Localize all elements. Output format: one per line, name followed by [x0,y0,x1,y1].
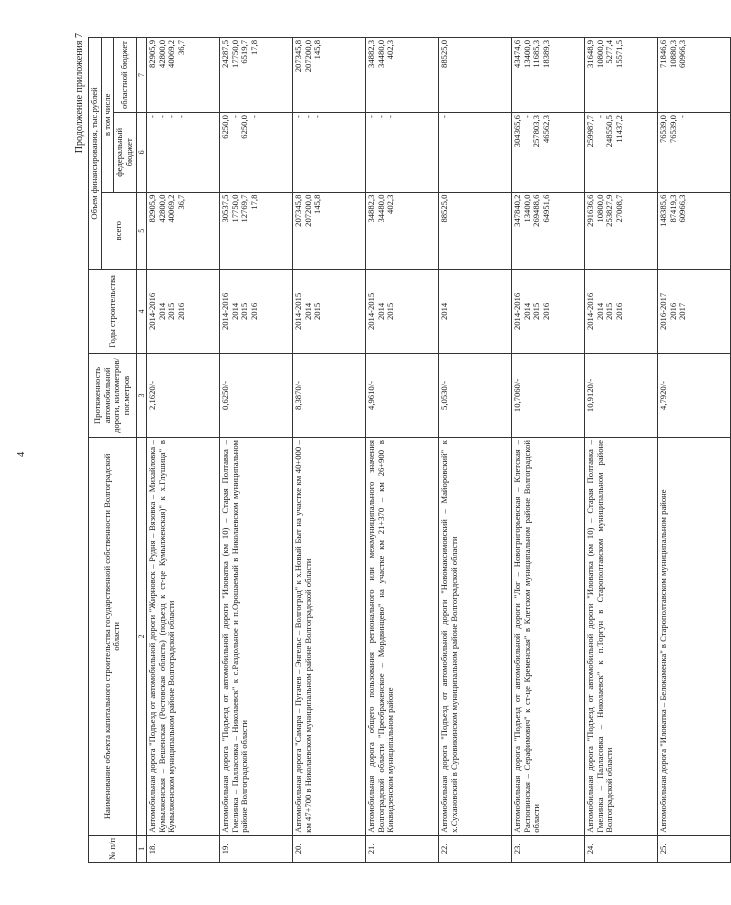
table-row [511,38,584,863]
construction-year: 2014-2015 [292,292,303,331]
table-row [146,38,219,863]
regional-amount-cell [365,38,438,113]
regional-amount: 10800,0 [594,40,605,68]
column-index: 6 [136,113,146,193]
total-amount: 34480,0 [375,194,386,223]
regional-amount: 6519,7 [239,40,250,64]
construction-year: 2016 [667,302,678,321]
federal-amount: - [438,115,449,118]
construction-year: 2016 [540,302,551,321]
total-amount: 30537,5 [219,194,230,223]
object-name: Автомобильная дорога "Подъезд от автомобильной дороги "Новомаксимовский – Майоровский" к х.Сухановский в Суровикинском муниципальном районе Волгоградской области [438,438,511,836]
header-regional: областной бюджет [114,38,136,113]
road-length: 8,3870/- [292,353,365,437]
total-amount: 17,8 [248,194,259,210]
total-amount: 88525,0 [438,194,449,223]
construction-year: 2014-2016 [584,292,595,331]
regional-amount: 43474,6 [511,40,522,68]
construction-year: 2016 [613,302,624,321]
row-number: 25. [657,835,730,862]
construction-year: 2014-2016 [146,292,157,331]
federal-amount: 6250,0 [219,115,230,139]
total-amount-cell [511,192,584,269]
regional-amount: 42800,0 [156,40,167,68]
construction-year: 2014 [375,302,386,321]
row-number: 24. [584,835,657,862]
total-amount: 60966,3 [677,194,688,223]
federal-amount-cell [657,113,730,193]
total-amount: 42800,0 [156,194,167,223]
regional-amount-cell [219,38,292,113]
header-federal: федеральный бюджет [114,113,136,193]
total-amount-cell [438,192,511,269]
total-amount: 64951,6 [540,194,551,223]
table-row [657,38,730,863]
road-length: 5,0530/- [438,353,511,437]
construction-year-cell [438,269,511,353]
construction-year: 2015 [385,302,396,321]
continuation-caption: Продолжение приложения 7 [74,33,85,154]
regional-amount: 145,8 [312,40,323,60]
construction-year-cell [365,269,438,353]
federal-amount-cell [146,113,219,193]
construction-year: 2017 [677,302,688,321]
total-amount-cell [292,192,365,269]
header-financing: Объем финансирования, тыс.рублей [89,38,102,270]
regional-amount: 207345,8 [292,40,303,73]
federal-amount: 257803,3 [531,115,542,148]
total-amount: 145,8 [312,194,323,214]
regional-amount: 13400,0 [521,40,532,68]
header-including: в том числе [101,38,114,193]
object-name: Автомобильная дорога "Подъезд от автомобильной дороги "Иловатка (км 10) – Старая Полтавка – Гмелинка – Палласовка – Николаевск" к п.Торгун в Старополтавском муниципальном районе Волгоградской области [584,438,657,836]
federal-amount: - [229,115,240,118]
total-amount: 27008,7 [613,194,624,223]
construction-year: 2015 [604,302,615,321]
total-amount: 269488,6 [531,194,542,227]
regional-amount: 17750,0 [229,40,240,68]
federal-amount: 259987,7 [584,115,595,148]
construction-year-cell [219,269,292,353]
federal-amount: - [677,115,688,118]
total-amount-cell [146,192,219,269]
total-amount: 36,7 [175,194,186,210]
regional-amount: 207200,0 [302,40,313,73]
total-amount-cell [584,192,657,269]
column-index: 4 [136,269,146,353]
federal-amount: - [594,115,605,118]
header-length: Протяженность автомобильной дороги, километров/ пог.метров [89,353,137,437]
total-amount-cell [657,192,730,269]
regional-amount: 60966,3 [677,40,688,68]
construction-year: 2016 [248,302,259,321]
total-amount: 87419,3 [667,194,678,223]
rotated-document-page [14,13,688,893]
total-amount: 347840,2 [511,194,522,227]
regional-amount: 40069,2 [166,40,177,68]
regional-amount: 11685,3 [531,40,542,68]
federal-amount: - [292,115,303,118]
construction-year-cell [584,269,657,353]
object-name: Автомобильная дорога "Подъезд от автомобильной дороги "Иловатка (км 10) – Старая Полтавка – Гмелинка – Палласовка – Николаевск" к с.Раздольное и п.Орошаемый в Николаевском муниципальном районе Волгоградской области [219,438,292,836]
federal-amount: 46562,3 [540,115,551,144]
construction-year: 2014-2016 [511,292,522,331]
regional-amount-cell [584,38,657,113]
total-amount-cell [365,192,438,269]
object-name: Автомобильная дорога "Подъезд от автомобильной дороги "Лог – Новогригорьевская – Клетская – Распопинская – Серафимович" к ст-це Кременская" в Клетском муниципальном районе Волгоградской области [511,438,584,836]
total-amount: 207200,0 [302,194,313,227]
construction-year: 2016-2017 [657,292,668,331]
road-length: 10,7060/- [511,353,584,437]
regional-amount: 15571,5 [613,40,624,68]
regional-amount-cell [438,38,511,113]
total-amount: 148385,6 [657,194,668,227]
object-name: Автомобильная дорога "Самара – Пугачев – Энгельс – Волгоград" к х.Новый Быт на участке км 40+000 – км 47+700 в Николаевском муниципальном районе Волгоградской области [292,438,365,836]
construction-year: 2014 [594,302,605,321]
construction-year: 2015 [239,302,250,321]
federal-amount-cell [584,113,657,193]
federal-amount: - [365,115,376,118]
row-number: 19. [219,835,292,862]
regional-amount-cell [292,38,365,113]
table-row [219,38,292,863]
header-object-name: Наименование объекта капитального строительства государственной собственности Волгоградской области [89,438,137,836]
page-number: 4 [16,451,27,457]
column-index: 3 [136,353,146,437]
total-amount: 207345,8 [292,194,303,227]
construction-year: 2014 [438,302,449,321]
construction-year: 2015 [166,302,177,321]
regional-amount: 10880,3 [667,40,678,68]
regional-amount: 34882,3 [365,40,376,68]
federal-amount: - [248,115,259,118]
regional-amount: 36,7 [175,40,186,56]
header-total: всего [101,192,136,269]
regional-amount: 34480,0 [375,40,386,68]
table-row [365,38,438,863]
regional-amount: 17,8 [248,40,259,56]
regional-amount-cell [657,38,730,113]
construction-year: 2014 [302,302,313,321]
table-row [438,38,511,863]
federal-amount: - [156,115,167,118]
construction-year: 2015 [312,302,323,321]
total-amount: 17750,0 [229,194,240,223]
federal-amount: - [521,115,532,118]
table-row [292,38,365,863]
construction-year-cell [657,269,730,353]
header-num: № п/п [89,835,137,862]
federal-amount: - [312,115,323,118]
construction-year: 2016 [175,302,186,321]
total-amount-cell [219,192,292,269]
total-amount: 291636,6 [584,194,595,227]
regional-amount-cell [511,38,584,113]
total-amount: 82905,9 [146,194,157,223]
column-index: 2 [136,438,146,836]
road-length: 10,9120/- [584,353,657,437]
federal-amount-cell [511,113,584,193]
regional-amount: 18389,3 [540,40,551,68]
construction-year: 2015 [531,302,542,321]
road-length: 4,9610/- [365,353,438,437]
column-index: 1 [136,835,146,862]
federal-amount-cell [365,113,438,193]
header-years: Годы строительства [89,269,137,353]
total-amount: 10800,0 [594,194,605,223]
federal-amount: 11437,2 [613,115,624,143]
row-number: 22. [438,835,511,862]
regional-amount: 82905,9 [146,40,157,68]
road-length: 4,7920/- [657,353,730,437]
road-length: 2,1620/- [146,353,219,437]
federal-amount: - [385,115,396,118]
row-number: 23. [511,835,584,862]
federal-amount: 304365,6 [511,115,522,148]
federal-amount: 6250,0 [239,115,250,139]
column-index: 7 [136,38,146,113]
federal-amount-cell [438,113,511,193]
construction-year: 2014 [521,302,532,321]
total-amount: 13400,0 [521,194,532,223]
federal-amount: - [166,115,177,118]
federal-amount-cell [219,113,292,193]
regional-amount: 402,3 [385,40,396,60]
row-number: 21. [365,835,438,862]
total-amount: 402,3 [385,194,396,214]
construction-year: 2014 [229,302,240,321]
object-name: Автомобильная дорога "Подъезд от автомобильной дороги "Жирновск – Рудня – Вязовка – Михайловка – Кумылженская – Вешенская (Ростовская область) (подъезд к ст-це Кумылженская)" к х.Глушица" в Кумылженском муниципальном районе Волгоградской области [146,438,219,836]
federal-amount: 248550,5 [604,115,615,148]
regional-amount: 88525,0 [438,40,449,68]
total-amount: 40069,2 [166,194,177,223]
federal-amount: - [146,115,157,118]
regional-amount: 5277,4 [604,40,615,64]
object-name: Автомобильная дорога общего пользования регионального или межмуниципального значения Волгоградской области "Преображенское – Мордвинцево" на участке км 21+370 – км 26+900 в Киквидзенском муниципальном районе [365,438,438,836]
table-row [584,38,657,863]
row-number: 20. [292,835,365,862]
federal-amount: 76539,0 [657,115,668,144]
row-number: 18. [146,835,219,862]
total-amount: 253827,9 [604,194,615,227]
regional-amount: 31648,9 [584,40,595,68]
federal-amount: 76539,0 [667,115,678,144]
construction-year: 2014-2016 [219,292,230,331]
column-index: 5 [136,192,146,269]
construction-year-cell [146,269,219,353]
federal-amount: - [375,115,386,118]
road-length: 0,6250/- [219,353,292,437]
total-amount: 12769,7 [239,194,250,223]
regional-amount: 24287,5 [219,40,230,68]
federal-amount: - [175,115,186,118]
construction-year: 2014-2015 [365,292,376,331]
construction-year: 2014 [156,302,167,321]
total-amount: 34882,3 [365,194,376,223]
federal-amount: - [302,115,313,118]
regional-amount-cell [146,38,219,113]
object-name: Автомобильная дорога "Иловатка – Белокаменка" в Старополтавском муниципальном районе [657,438,730,836]
construction-year-cell [292,269,365,353]
federal-amount-cell [292,113,365,193]
construction-objects-table [88,37,731,863]
construction-year-cell [511,269,584,353]
table-body [146,38,730,863]
regional-amount: 71846,6 [657,40,668,68]
